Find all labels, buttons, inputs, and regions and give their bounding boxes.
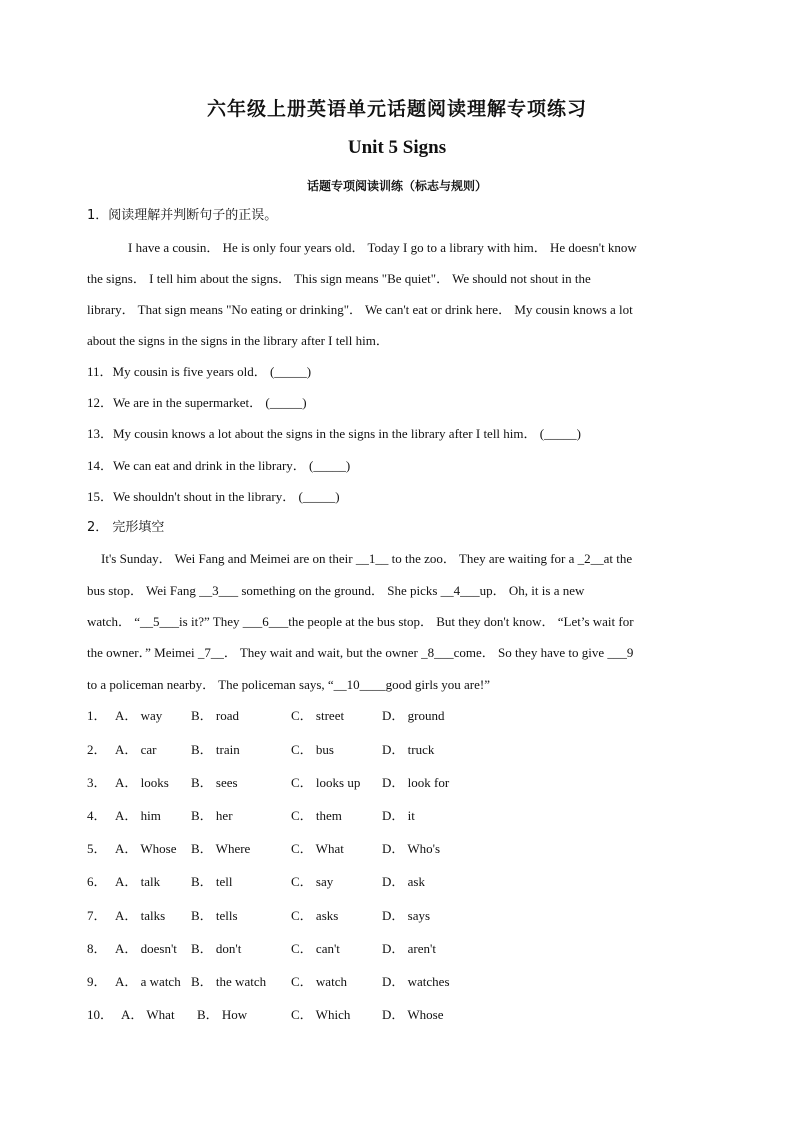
- option-number: 1．: [87, 708, 107, 723]
- section1-heading: 1．阅读理解并判断句子的正误。: [87, 208, 278, 223]
- option-b: B． road: [191, 708, 240, 723]
- option-a: A． talks: [115, 908, 166, 923]
- option-d: D． Whose: [382, 1007, 444, 1022]
- option-b: B． don't: [191, 941, 242, 956]
- option-a: A． a watch: [115, 974, 181, 989]
- question-13: 13．My cousin knows a lot about the signs in the signs in the library after I tell him． (_____): [87, 426, 581, 441]
- question-11: 11．My cousin is five years old． (_____): [87, 364, 312, 379]
- option-d: D． Who's: [382, 841, 441, 856]
- section2-heading: 2． 完形填空: [87, 520, 165, 535]
- option-c: C． say: [291, 874, 334, 889]
- option-d: D． aren't: [382, 941, 436, 956]
- option-b: B． the watch: [191, 974, 267, 989]
- unit-title: Unit 5 Signs: [347, 137, 447, 158]
- option-b: B． tell: [191, 874, 233, 889]
- option-c: C． can't: [291, 941, 340, 956]
- option-c: C． Which: [291, 1007, 351, 1022]
- option-number: 8．: [87, 941, 107, 956]
- option-number: 10．: [87, 1007, 114, 1022]
- option-c: C． What: [291, 841, 344, 856]
- option-a: A． car: [115, 742, 157, 757]
- option-a: A． talk: [115, 874, 161, 889]
- option-number: 4．: [87, 808, 107, 823]
- option-number: 7．: [87, 908, 107, 923]
- option-a: A． looks: [115, 775, 169, 790]
- cloze-passage-line: to a policeman nearby． The policeman says, “__10____good girls you are!”: [87, 677, 491, 692]
- option-d: D． it: [382, 808, 415, 823]
- option-a: A． What: [121, 1007, 175, 1022]
- section1-passage-line: about the signs in the signs in the library after I tell him．: [87, 333, 389, 348]
- option-d: D． says: [382, 908, 431, 923]
- question-12: 12．We are in the supermarket． (_____): [87, 395, 307, 410]
- option-number: 6．: [87, 874, 107, 889]
- option-b: B． tells: [191, 908, 238, 923]
- section-subtitle: 话题专项阅读训练（标志与规则）: [306, 179, 487, 193]
- option-b: B． How: [197, 1007, 248, 1022]
- option-b: B． sees: [191, 775, 238, 790]
- option-number: 3．: [87, 775, 107, 790]
- option-d: D． ask: [382, 874, 425, 889]
- section1-passage-line: I have a cousin． He is only four years old． Today I go to a library with him． He doesn't know: [128, 240, 637, 255]
- cloze-passage-line: the owner．” Meimei _7__． They wait and wait, but the owner _8___come． So they have to give ___9: [87, 645, 634, 660]
- option-c: C． street: [291, 708, 345, 723]
- page-title: 六年级上册英语单元话题阅读理解专项练习: [206, 98, 587, 120]
- section1-passage-line: library． That sign means "No eating or drinking"． We can't eat or drink here． My cousin knows a lot: [87, 302, 633, 317]
- option-d: D． watches: [382, 974, 450, 989]
- option-d: D． look for: [382, 775, 450, 790]
- question-14: 14．We can eat and drink in the library． (_____): [87, 458, 351, 473]
- cloze-passage-line: watch． “__5___is it?” They ___6___the people at the bus stop． But they don't know． “Let’s wait for: [87, 614, 634, 629]
- option-c: C． bus: [291, 742, 334, 757]
- option-b: B． train: [191, 742, 240, 757]
- option-c: C． looks up: [291, 775, 361, 790]
- question-15: 15．We shouldn't shout in the library． (_____): [87, 489, 340, 504]
- option-a: A． him: [115, 808, 161, 823]
- option-c: C． watch: [291, 974, 347, 989]
- option-a: A． Whose: [115, 841, 177, 856]
- option-b: B． Where: [191, 841, 251, 856]
- section1-passage-line: the signs． I tell him about the signs． This sign means "Be quiet"． We should not shout in the: [87, 271, 591, 286]
- option-a: A． doesn't: [115, 941, 177, 956]
- option-b: B． her: [191, 808, 233, 823]
- option-c: C． asks: [291, 908, 339, 923]
- option-d: D． ground: [382, 708, 445, 723]
- option-d: D． truck: [382, 742, 435, 757]
- option-a: A． way: [115, 708, 163, 723]
- cloze-passage-line: bus stop． Wei Fang __3___ something on the ground． She picks __4___up． Oh, it is a new: [87, 583, 585, 598]
- option-number: 5．: [87, 841, 107, 856]
- option-number: 2．: [87, 742, 107, 757]
- option-c: C． them: [291, 808, 342, 823]
- option-number: 9．: [87, 974, 107, 989]
- cloze-passage-line: It's Sunday． Wei Fang and Meimei are on their __1__ to the zoo． They are waiting for a _2__at the: [101, 551, 633, 566]
